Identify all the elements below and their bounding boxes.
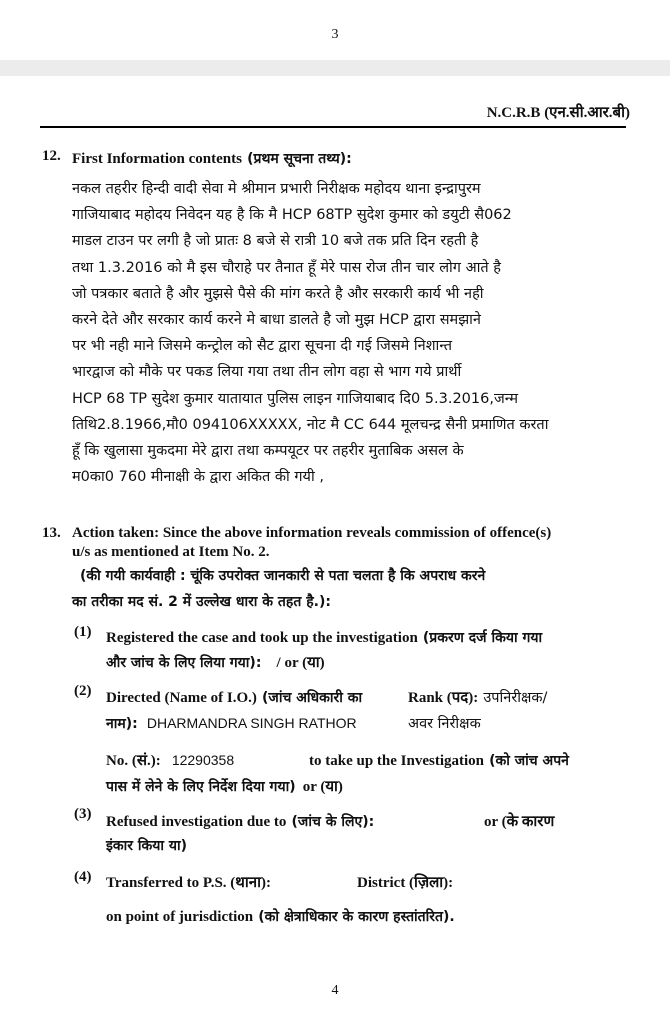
refused-hi: (जांच के लिए): [291, 814, 375, 830]
item-2-number-line [106, 750, 234, 770]
fir-line: भारद्वाज को मौके पर पकड लिया गया तथा तीन लोग वहा से भाग गये प्रार्थी [72, 364, 462, 381]
page-number-top: 3 [331, 27, 339, 42]
ncrb-label: N.C.R.B (एन.सी.आर.बी) [486, 105, 630, 121]
rank-value: उपनिरीक्षक/ [483, 690, 548, 706]
fir-line: म0का0 760 मीनाक्षी के द्वारा अकित की गयी , [72, 469, 324, 486]
rank-value-2: अवर निरीक्षक [408, 716, 481, 732]
item-3-or [484, 811, 554, 831]
transferred-ps-label: Transferred to P.S. (थाना): [106, 875, 271, 891]
io-number-value: 12290358 [171, 752, 235, 768]
jurisdiction-hi: (को क्षेत्राधिकार के कारण हस्तांतरित). [258, 909, 455, 925]
item-1-or: / or (या) [276, 655, 325, 671]
take-up-hi: (को जांच अपने [489, 753, 569, 769]
fir-line: जो पत्रकार बताते है और मुझसे पैसे की मांग करते है और सरकारी कार्य भी नही [72, 285, 484, 302]
item-2-takeup [309, 750, 569, 770]
item-2-number: (2) [74, 683, 92, 699]
section-12-title [72, 148, 352, 168]
fir-line: HCP 68 TP सुदेश कुमार यातायात पुलिस लाइन गाजियाबाद दि0 5.3.2016,जन्म [72, 390, 518, 407]
or-reason: or (के कारण [484, 814, 555, 830]
direction-hi: पास में लेने के लिए निर्देश दिया गया) [106, 779, 296, 795]
fir-line: नकल तहरीर हिन्दी वादी सेवा मे श्रीमान प्रभारी निरीक्षक महोदय थाना इन्द्रापुरम [72, 181, 481, 197]
fir-line: गाजियाबाद महोदय निवेदन यह है कि मै HCP 68TP सुदेश कुमार को डयुटी सै062 [72, 207, 512, 224]
fir-line: माडल टाउन पर लगी है जो प्रातः 8 बजे से रात्री 10 बजे तक प्रति दिन रहती है [72, 233, 479, 250]
item-2-line2 [106, 713, 357, 733]
section-13-hindi-line1: (की गयी कार्यवाही : चूंकि उपरोक्त जानकारी से पता चलता है कि अपराध करने [80, 568, 486, 584]
rank-label: Rank (पद): [408, 690, 479, 706]
page-number-bottom: 4 [331, 983, 339, 998]
item-1-line2 [106, 652, 325, 672]
take-up-en: to take up the Investigation [309, 753, 485, 769]
fir-line: तिथि2.8.1966,मौ0 094106XXXXX, नोट मै CC 644 मूलचन्द्र सैनी प्रमाणित करता [72, 416, 549, 433]
name-label: नाम): [106, 716, 138, 732]
section-12-number: 12. [42, 148, 61, 164]
item-3-number: (3) [74, 806, 92, 822]
item-1-line1 [106, 627, 542, 647]
section-13-title-line1: Action taken: Since the above information reveals commission of offence(s) [72, 525, 552, 541]
item-2-line1 [106, 687, 362, 707]
section-12-title-hi: (प्रथम सूचना तथ्य): [247, 151, 352, 167]
first-information-text [72, 176, 632, 490]
item-1-text-en: Registered the case and took up the investigation [106, 630, 418, 646]
item-2-directed-label: Directed (Name of I.O.) [106, 690, 257, 706]
item-4-number: (4) [74, 869, 92, 885]
section-13-number: 13. [42, 525, 61, 541]
header-rule [40, 126, 626, 128]
no-label: No. (सं.): [106, 753, 161, 769]
fir-line: पर भी नही माने जिसमे कन्ट्रोल को सैट द्वारा सूचना दी गई जिसमे निशान्त [72, 338, 453, 355]
section-13-title-line2: u/s as mentioned at Item No. 2. [72, 544, 270, 560]
item-2-line4 [106, 776, 343, 796]
item-1-text-hi: (प्रकरण दर्ज किया गया [422, 630, 543, 646]
item-4-line2 [106, 906, 455, 926]
fir-line: करने देते और सरकार कार्य करने मे बाधा डालते है जो मुझ HCP द्वारा समझाने [72, 312, 481, 329]
item-3-line2: इंकार किया या) [106, 838, 187, 854]
fir-line: हूँ कि खुलासा मुकदमा मेरे द्वारा तथा कम्पयूटर पर तहरीर मुताबिक असल के [72, 443, 464, 460]
item-1-text-hi-2: और जांच के लिए लिया गया): [106, 655, 262, 671]
jurisdiction-en: on point of jurisdiction [106, 909, 254, 925]
item-3-line1 [106, 811, 374, 831]
district-label: District (ज़िला): [357, 875, 454, 891]
section-12-title-en: First Information contents [72, 151, 242, 167]
item-2-rank [408, 687, 547, 707]
item-2-or: or (या) [302, 779, 343, 795]
page-separator [0, 60, 670, 76]
io-name-value: DHARMANDRA SINGH RATHOR [146, 715, 357, 731]
fir-line: तथा 1.3.2016 को मै इस चौराहे पर तैनात हूँ मेरे पास रोज तीन चार लोग आते है [72, 259, 501, 276]
refused-label: Refused investigation due to [106, 814, 287, 830]
item-1-number: (1) [74, 624, 92, 640]
item-2-io-hi: (जांच अधिकारी का [262, 690, 363, 706]
section-13-hindi-line2: का तरीका मद सं. 2 में उल्लेख धारा के तहत है.): [72, 594, 331, 610]
